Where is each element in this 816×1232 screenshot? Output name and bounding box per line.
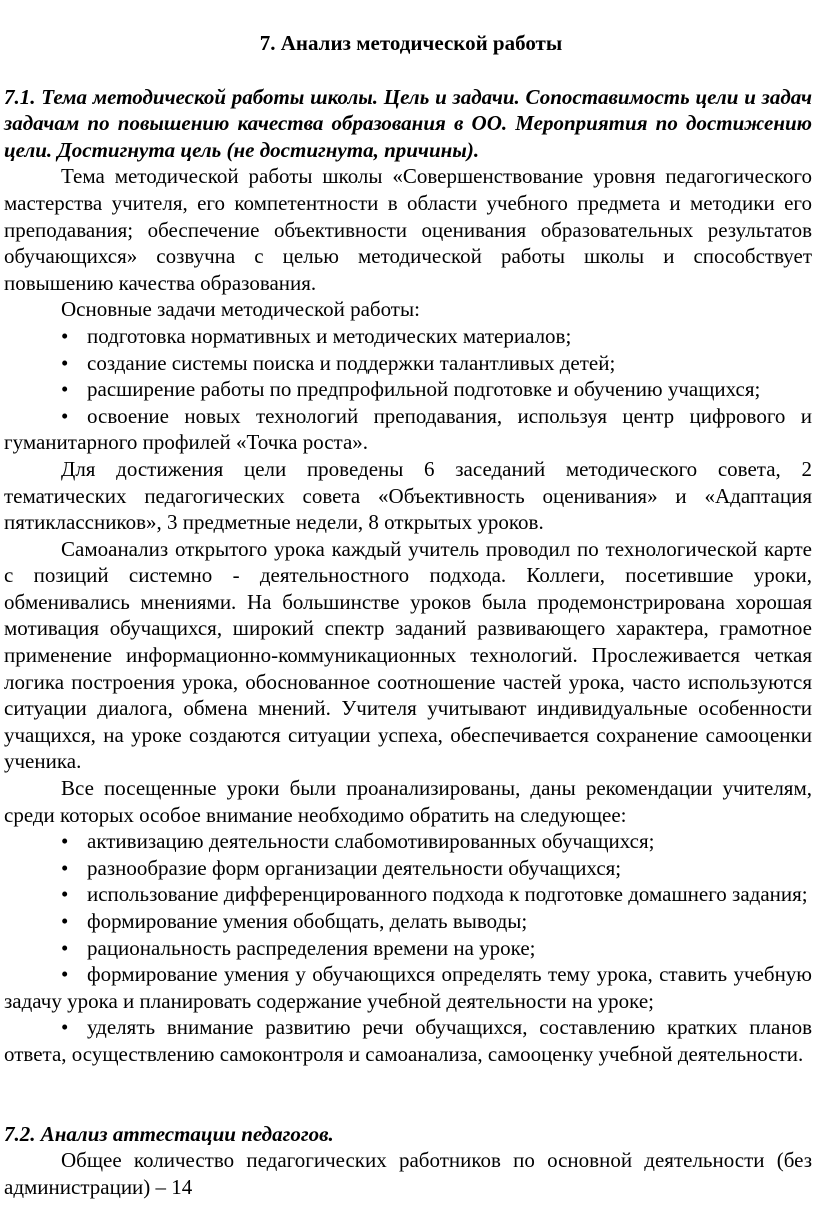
tasks-intro: Основные задачи методической работы:: [61, 297, 420, 322]
list-item: • уделять внимание развитию речи обучащихся, составлению кратких планов ответа, осуществлению самоконтроля и самоанализа, самооценку учебной деятельности.: [4, 1015, 812, 1066]
bullet-glyph: •: [61, 1015, 69, 1040]
tasks-list: [4, 323, 812, 456]
list-item: • использование дифференцированного подхода к подготовке домашнего задания;: [61, 882, 808, 907]
spacer: [4, 1068, 812, 1121]
list-item: • создание системы поиска и поддержки талантливых детей;: [61, 350, 616, 375]
bullet-glyph: •: [61, 829, 69, 854]
events-paragraph: Для достижения цели проведены 6 заседаний методического совета, 2 тематических педагогических совета «Объективность оценивания» и «Адаптация пятиклассников», 3 предметные недели, 8 открытых уроков.: [4, 456, 812, 535]
bullet-glyph: •: [61, 350, 69, 375]
bullet-glyph: •: [61, 909, 69, 933]
analysis-paragraph: Самоанализ открытого урока каждый учитель проводил по технологической карте с позиций системно - деятельностного подхода. Коллеги, посетившие уроки, обменивались мнениями. На большинстве уроков была продемонстрирована хорошая мотивация обучащихся, широкий спектр заданий развивающего характера, грамотное применение информационно-коммуникационных технологий. Прослеживается четкая логика построения урока, обоснованное соотношение частей урока, часто используются ситуации диалога, обмена мнений. Учителя учитывают индивидуальные особенности учащихся, на уроке создаются ситуации успеха, обеспечивается сохранение самооценки ученика.: [4, 536, 812, 774]
subsection-1-heading: 7.1. Тема методической работы школы. Цель и задачи. Сопоставимость цели и задач задачам по повышению качества образования в ОО. Мероприятия по достижению цели. Достигнута цель (не достигнута, причины).: [4, 84, 812, 162]
list-item: • освоение новых технологий преподавания, используя центр цифрового и гуманитарного профилей «Точка роста».: [4, 403, 812, 455]
bullet-glyph: •: [61, 962, 69, 987]
list-item: • рациональность распределения времени на уроке;: [61, 935, 536, 960]
staff-paragraph: Общее количество педагогических работников по основной деятельности (без администрации) – 14: [4, 1148, 812, 1199]
recommendations-list: [4, 828, 812, 1067]
list-item: • формирование умения у обучающихся определять тему урока, ставить учебную задачу урока и планировать содержание учебной деятельности на уроке;: [4, 962, 812, 1013]
bullet-glyph: •: [61, 323, 69, 348]
list-item: • подготовка нормативных и методических материалов;: [61, 323, 572, 348]
bullet-glyph: •: [61, 855, 69, 880]
list-item: • формирование умения обобщать, делать выводы;: [61, 909, 528, 933]
bullet-glyph: •: [61, 935, 69, 960]
section-title: 7. Анализ методической работы: [259, 31, 563, 55]
bullet-glyph: •: [61, 377, 69, 402]
list-item: • активизацию деятельности слабомотивированных обучащихся;: [61, 829, 655, 854]
bullet-glyph: •: [61, 882, 69, 907]
theme-paragraph: Тема методической работы школы «Совершенствование уровня педагогического мастерства учителя, его компетентности в области учебного предмета и методики его преподавания; обеспечение объективности оценивания образовательных результатов обучающихся» созвучна с целью методической работы школы и способствует повышению качества образования.: [4, 164, 812, 295]
recommendations-intro: Все посещенные уроки были проанализированы, даны рекомендации учителям, среди которых особое внимание необходимо обратить на следующее:: [4, 776, 812, 827]
subsection-2-heading: 7.2. Анализ аттестации педагогов.: [4, 1121, 334, 1146]
bullet-glyph: •: [61, 403, 69, 428]
list-item: • разнообразие форм организации деятельности обучащихся;: [61, 855, 622, 880]
list-item: • расширение работы по предпрофильной подготовке и обучению учащихся;: [61, 377, 761, 402]
